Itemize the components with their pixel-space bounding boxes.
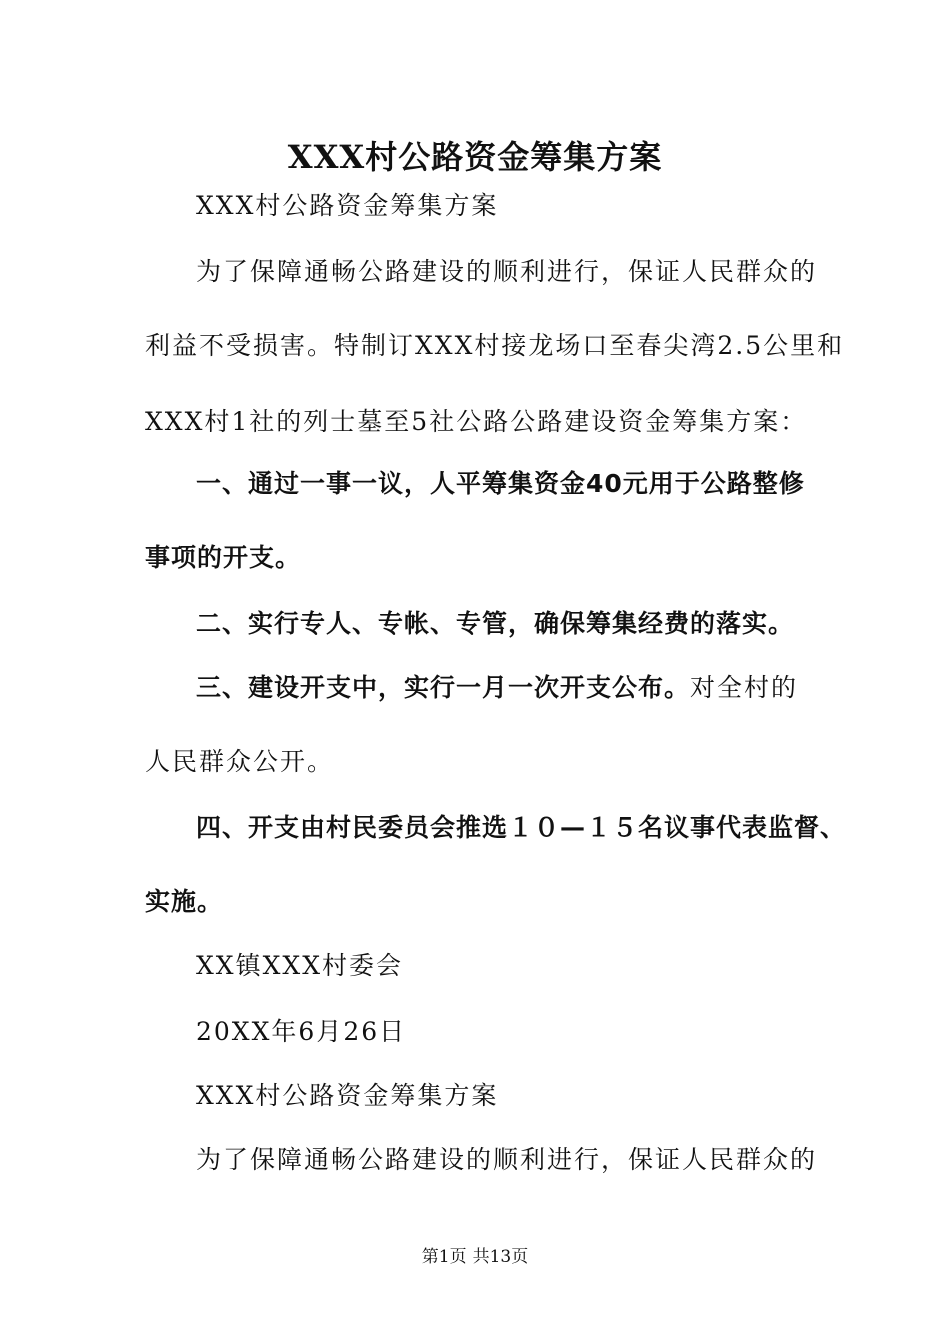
repeated-title-line: XXX村公路资金筹集方案 xyxy=(196,1081,499,1110)
clause-three-line xyxy=(196,668,798,704)
paragraph-line: XXX村1社的列士墓至5社公路公路建设资金筹集方案： xyxy=(145,407,808,436)
page-footer xyxy=(0,1242,950,1267)
clause-one-line: 事项的开支。 xyxy=(145,543,302,572)
paragraph-line: 利益不受损害。特制订XXX村接龙场口至春尖湾2.5公里和 xyxy=(145,331,845,360)
clause-three-line: 人民群众公开。 xyxy=(145,747,335,776)
signature-date: 20XX年6月26日 xyxy=(196,1017,407,1046)
document-title: XXX村公路资金筹集方案 xyxy=(287,138,663,176)
clause-three-bold: 三、建设开支中，实行一月一次开支公布。 xyxy=(196,673,691,702)
clause-two-line: 二、实行专人、专帐、专管，确保筹集经费的落实。 xyxy=(196,609,795,638)
subtitle-line: XXX村公路资金筹集方案 xyxy=(196,191,499,220)
clause-three-regular: 对全村的 xyxy=(690,673,799,702)
paragraph-line: 为了保障通畅公路建设的顺利进行，保证人民群众的 xyxy=(196,1145,818,1174)
clause-one-line: 一、通过一事一议，人平筹集资金40元用于公路整修 xyxy=(196,469,805,498)
clause-four-line: 四、开支由村民委员会推选１０—１５名议事代表监督、 xyxy=(196,813,847,842)
signature-organization: XX镇XXX村委会 xyxy=(196,951,403,980)
clause-four-line: 实施。 xyxy=(145,887,224,916)
page-total: 共13页 xyxy=(472,1247,529,1267)
paragraph-line: 为了保障通畅公路建设的顺利进行，保证人民群众的 xyxy=(196,257,818,286)
page-current: 第1页 xyxy=(421,1247,467,1267)
